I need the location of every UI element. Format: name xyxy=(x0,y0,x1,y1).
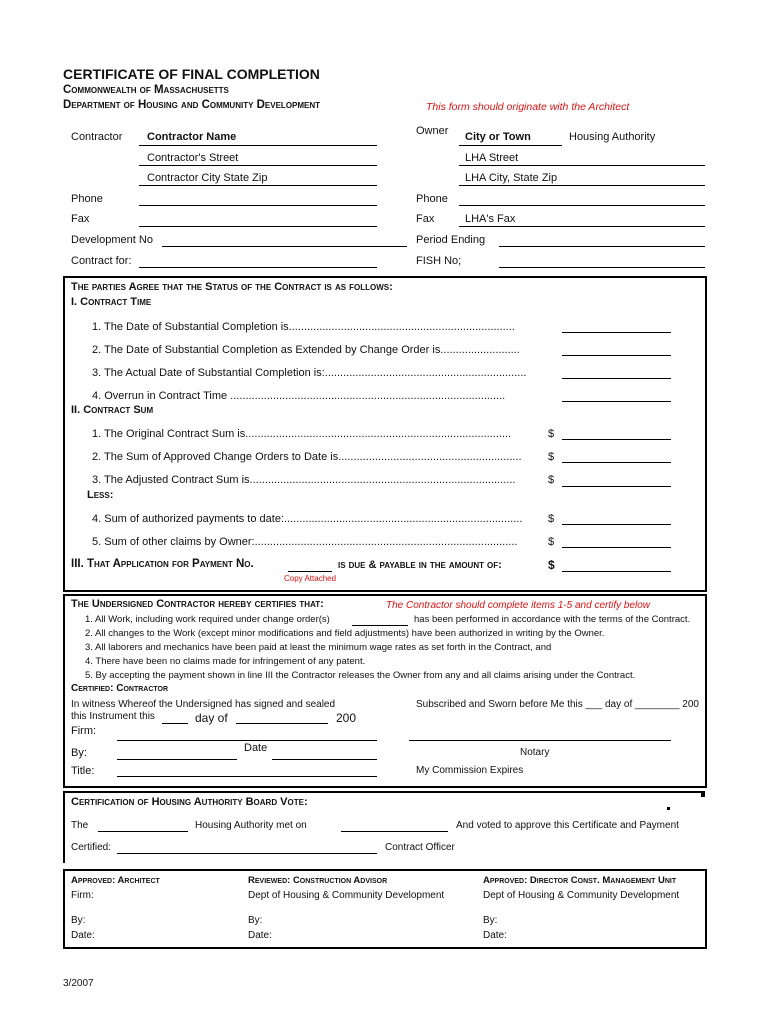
less-label: Less: xyxy=(87,489,114,501)
date-field[interactable] xyxy=(272,759,377,760)
time-line-1: 1. The Date of Substantial Completion is.......................................................................... xyxy=(92,321,515,333)
dollar-6: $ xyxy=(548,558,555,572)
page-title: CERTIFICATE OF FINAL COMPLETION xyxy=(63,66,320,82)
advisor-heading: Reviewed: Construction Advisor xyxy=(248,875,388,886)
dollar-1: $ xyxy=(548,428,555,440)
sum-field-1[interactable] xyxy=(562,439,671,440)
director-date-label: Date: xyxy=(483,930,507,941)
notary-label: Notary xyxy=(520,747,550,758)
contract-for-label: Contract for: xyxy=(71,255,132,267)
board-met-field[interactable] xyxy=(341,831,448,832)
fish-label: FISH No; xyxy=(416,255,462,267)
firm-field[interactable] xyxy=(117,740,377,741)
commonwealth-label: Commonwealth of Massachusetts xyxy=(63,84,229,96)
owner-street[interactable]: LHA Street xyxy=(465,152,519,164)
contractor-phone-label: Phone xyxy=(71,193,103,205)
title-label: Title: xyxy=(71,765,95,777)
time-field-2[interactable] xyxy=(562,355,671,356)
contractor-phone-field[interactable] xyxy=(139,205,377,206)
board-authority-field[interactable] xyxy=(98,831,188,832)
certify-item-3: 3. All laborers and mechanics have been paid at least the minimum wage rates as set forth in the Contract, and xyxy=(85,642,552,653)
certify-item-1a: 1. All Work, including work required under change order(s) xyxy=(85,614,330,625)
sum-field-4[interactable] xyxy=(562,524,671,525)
architect-date-label: Date: xyxy=(71,930,95,941)
owner-label: Owner xyxy=(416,125,449,137)
board-voted-label: And voted to approve this Certificate and Payment xyxy=(456,820,679,831)
contract-officer-label: Contract Officer xyxy=(385,842,455,853)
sum-field-5[interactable] xyxy=(562,547,671,548)
commission-expires: My Commission Expires xyxy=(416,765,524,776)
time-field-1[interactable] xyxy=(562,332,671,333)
dollar-2: $ xyxy=(548,451,555,463)
certify-item-4: 4. There have been no claims made for infringement of any patent. xyxy=(85,656,366,667)
owner-phone-field[interactable] xyxy=(459,205,705,206)
sum-line-4: 4. Sum of authorized payments to date:.............................................................................. xyxy=(92,513,523,525)
witness-dayof: day of xyxy=(195,711,228,725)
by-field[interactable] xyxy=(117,759,237,760)
certify-item-5: 5. By accepting the payment shown in line III the Contractor releases the Owner from any and all claims arising under the Contract. xyxy=(85,670,636,681)
certify-note: The Contractor should complete items 1-5 and certify below xyxy=(386,600,651,611)
sum-line-3: 3. The Adjusted Contract Sum is....................................................................................... xyxy=(92,474,516,486)
witness-line-2: this Instrument this xyxy=(71,711,155,722)
board-the-label: The xyxy=(71,820,89,831)
board-certified-field[interactable] xyxy=(117,853,377,854)
owner-city[interactable]: City or Town xyxy=(465,131,531,143)
certify-item-2: 2. All changes to the Work (except minor modifications and field adjustments) have been authorized in writing by the Owner. xyxy=(85,628,605,639)
sum-line-5: 5. Sum of other claims by Owner:...................................................................................... xyxy=(92,536,518,548)
period-ending-field[interactable] xyxy=(499,246,705,247)
change-order-field[interactable] xyxy=(352,625,408,626)
copy-attached-note: Copy Attached xyxy=(284,574,337,583)
sum-line-2: 2. The Sum of Approved Change Orders to Date is............................................................ xyxy=(92,451,522,463)
period-ending-label: Period Ending xyxy=(416,234,486,246)
notary-signature-field[interactable] xyxy=(409,740,671,741)
time-line-3: 3. The Actual Date of Substantial Completion is:.................................................................. xyxy=(92,367,527,379)
payment-no-field[interactable] xyxy=(288,571,332,572)
owner-citystate[interactable]: LHA City, State Zip xyxy=(465,172,558,184)
certified-contractor: Certified: Contractor xyxy=(71,683,169,694)
sum-line-1: 1. The Original Contract Sum is....................................................................................... xyxy=(92,428,512,440)
time-line-2: 2. The Date of Substantial Completion as Extended by Change Order is.......................... xyxy=(92,344,520,356)
status-heading: The parties Agree that the Status of the Contract is as follows: xyxy=(71,281,393,293)
advisor-date-label: Date: xyxy=(248,930,272,941)
owner-authority: Housing Authority xyxy=(569,131,656,143)
date-label: Date xyxy=(244,742,268,754)
payment-heading-b: is due & payable in the amount of: xyxy=(338,559,502,571)
fish-field[interactable] xyxy=(499,267,705,268)
sum-field-2[interactable] xyxy=(562,462,671,463)
contractor-label: Contractor xyxy=(71,131,123,143)
contractor-city[interactable]: Contractor City State Zip xyxy=(147,172,268,184)
contract-for-field[interactable] xyxy=(139,267,377,268)
contract-time-heading: I. Contract Time xyxy=(71,296,152,308)
director-dept: Dept of Housing & Community Development xyxy=(483,890,680,901)
architect-by-label: By: xyxy=(71,915,86,926)
development-field[interactable] xyxy=(162,246,407,247)
certify-item-1b: has been performed in accordance with the terms of the Contract. xyxy=(414,614,691,625)
owner-fax-label: Fax xyxy=(416,213,435,225)
contractor-fax-field[interactable] xyxy=(139,226,377,227)
board-certified-label: Certified: xyxy=(71,842,112,853)
director-by-label: By: xyxy=(483,915,498,926)
contractor-fax-label: Fax xyxy=(71,213,90,225)
owner-phone-label: Phone xyxy=(416,193,448,205)
time-field-4[interactable] xyxy=(562,401,671,402)
architect-approval-heading: Approved: Architect xyxy=(71,875,160,886)
contractor-street[interactable]: Contractor's Street xyxy=(147,152,239,164)
contractor-name[interactable]: Contractor Name xyxy=(147,131,237,143)
witness-month-field[interactable] xyxy=(236,723,328,724)
certify-heading: The Undersigned Contractor hereby certifies that: xyxy=(71,598,324,610)
footer-date: 3/2007 xyxy=(63,978,94,989)
time-line-4: 4. Overrun in Contract Time .......................................................................................... xyxy=(92,390,506,402)
department-label: Department of Housing and Community Development xyxy=(63,99,321,111)
development-label: Development No xyxy=(71,234,153,246)
board-heading: Certification of Housing Authority Board Vote: xyxy=(71,796,308,808)
payment-heading-a: III. That Application for Payment No. xyxy=(71,558,254,570)
witness-year: 200 xyxy=(336,711,357,725)
title-field[interactable] xyxy=(117,776,377,777)
by-label: By: xyxy=(71,747,87,759)
time-field-3[interactable] xyxy=(562,378,671,379)
sworn-text: Subscribed and Sworn before Me this ___ day of ________ 200 xyxy=(416,699,699,710)
dollar-5: $ xyxy=(548,536,555,548)
director-heading: Approved: Director Const. Management Unit xyxy=(483,875,677,886)
architect-firm-label: Firm: xyxy=(71,890,94,901)
advisor-dept: Dept of Housing & Community Development xyxy=(248,890,445,901)
contract-sum-heading: II. Contract Sum xyxy=(71,404,154,416)
architect-note: This form should originate with the Architect xyxy=(426,101,630,113)
witness-day-field[interactable] xyxy=(162,723,188,724)
advisor-by-label: By: xyxy=(248,915,263,926)
payment-amount-field[interactable] xyxy=(562,571,671,572)
firm-label: Firm: xyxy=(71,725,97,737)
dollar-3: $ xyxy=(548,474,555,486)
board-met-label: Housing Authority met on xyxy=(195,820,307,831)
sum-field-3[interactable] xyxy=(562,486,671,487)
dollar-4: $ xyxy=(548,513,555,525)
owner-fax[interactable]: LHA's Fax xyxy=(465,213,516,225)
witness-line-1: In witness Whereof the Undersigned has signed and sealed xyxy=(71,699,336,710)
